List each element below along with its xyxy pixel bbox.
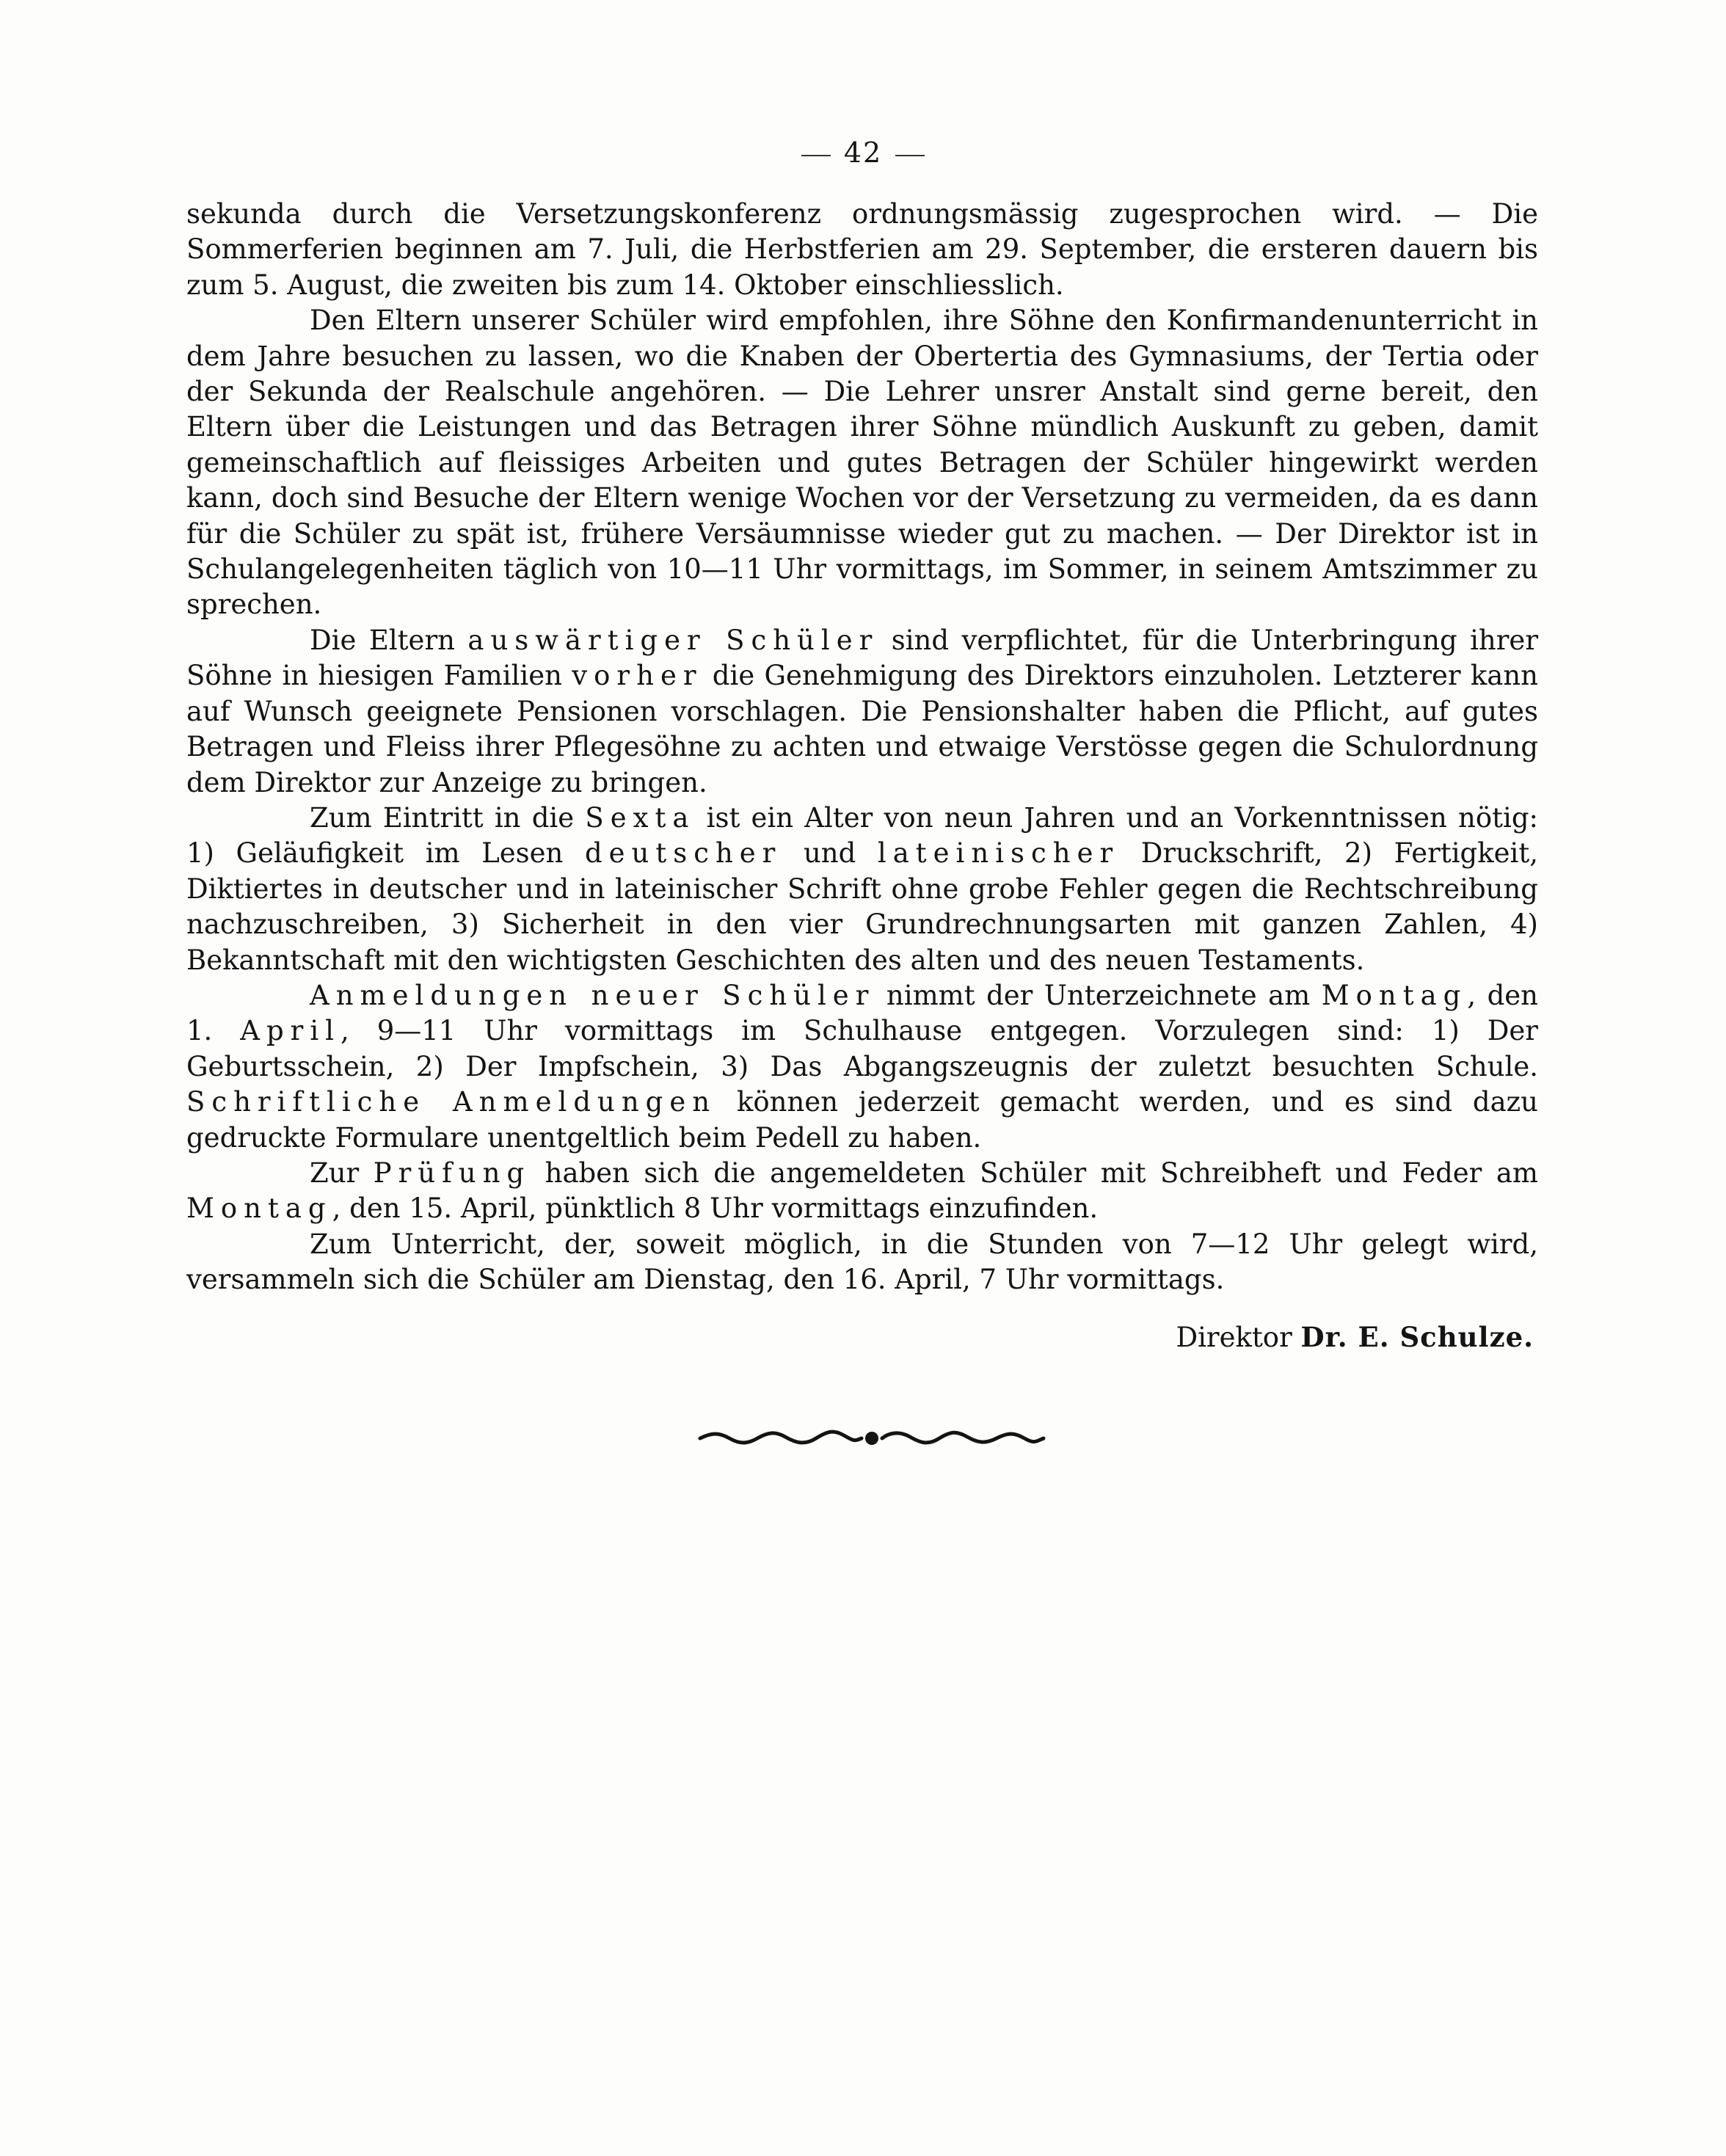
spaced-emphasis-text: deutscher [584, 837, 782, 870]
spaced-emphasis-text: auswärtiger Schüler [467, 624, 879, 656]
paragraph-text: sekunda durch die Versetzungskonferenz ordnungsmässig zugesprochen wird. — Die Sommerferien beginnen am 7. Juli, die Herbstferien am 29. September, die ersteren dauern bis zum 5. August, die zweiten bis zum 14. Oktober einschliesslich. [186, 198, 1538, 301]
paragraph-text: haben sich die angemeldeten Schüler mit Schreibheft und Feder am [531, 1157, 1538, 1189]
spaced-emphasis-text: Prüfung [373, 1157, 531, 1189]
paragraph-text: Den Eltern unserer Schüler wird empfohlen, ihre Söhne den Konfirmandenunterricht in dem Jahre besuchen zu lassen, wo die Knaben der Obertertia des Gymnasiums, der Tertia oder der Sekunda der Realschule angehören. — Die Lehrer unsrer Anstalt sind gerne bereit, den Eltern über die Leistungen und das Betragen ihrer Söhne mündlich Auskunft zu geben, damit gemeinschaftlich auf fleissiges Arbeiten und gutes Betragen der Schüler hingewirkt werden kann, doch sind Besuche der Eltern wenige Wochen vor der Versetzung zu vermeiden, da es dann für die Schüler zu spät ist, frühere Versäumnisse wieder gut zu machen. — Der Direktor ist in Schulangelegenheiten täglich von 10—11 Uhr vormittags, im Sommer, in seinem Amtszimmer zu sprechen. [186, 305, 1538, 621]
signature-name: Dr. E. Schulze. [1300, 1321, 1534, 1353]
paragraph-konfirmandenunterricht [186, 303, 1538, 623]
paragraph-text: sind verpflichtet, für die Unterbringung ihrer Söhne in hiesigen Familien [186, 624, 1539, 692]
wavy-rule-ornament-icon [697, 1424, 1046, 1453]
paragraph-text: Zum Eintritt in die [310, 801, 586, 834]
paragraph-pruefung [186, 1156, 1538, 1227]
paragraph-text: und [782, 837, 878, 870]
paragraph-text: Die Eltern [310, 624, 468, 656]
paragraph-text: können jederzeit gemacht werden, und es sind dazu gedruckte Formulare unentgeltlich beim Pedell zu haben. [186, 1086, 1539, 1154]
paragraph-anmeldungen [186, 978, 1538, 1156]
spaced-emphasis-text: Schriftliche Anmeldungen [186, 1086, 717, 1118]
signature [1176, 1321, 1534, 1353]
paragraph-auswaertige-schueler [186, 623, 1538, 801]
spaced-emphasis-text: lateinischer [877, 837, 1120, 870]
paragraph-text: ist ein Alter von neun Jahren und an Vorkenntnissen nötig: 1) Geläufigkeit im Lesen [186, 801, 1538, 870]
paragraph-text: Druckschrift, 2) Fertigkeit, Diktiertes in deutscher und in lateinischer Schrift ohne grobe Fehler gegen die Rechtschreibung nachzuschreiben, 3) Sicherheit in den vier Grundrechnungsarten mit ganzen Zahlen, 4) Bekanntschaft mit den wichtigsten Geschichten des alten und des neuen Testaments. [186, 837, 1538, 976]
paragraph-text: Zum Unterricht, der, soweit möglich, in die Stunden von 7—12 Uhr gelegt wird, versammeln sich die Schüler am Dienstag, den 16. April, 7 Uhr vormittags. [186, 1228, 1538, 1296]
body-text [186, 197, 1538, 1298]
signature-title: Direktor [1176, 1322, 1292, 1353]
paragraph-text: , 9—11 Uhr vormittags im Schulhause entgegen. Vorzulegen sind: 1) Der Geburtsschein, 2) Der Impfschein, 3) Das Abgangszeugnis der zuletzt besuchten Schule. [186, 1015, 1538, 1082]
spaced-emphasis-text: Montag [1321, 979, 1468, 1011]
page-number-text: 42 [843, 136, 883, 169]
page-number-dash-left [801, 155, 831, 156]
spaced-emphasis-text: Sexta [585, 801, 696, 834]
paragraph-text: nimmt der Unterzeichnete am [875, 979, 1322, 1011]
paragraph-text: die Genehmigung des Direktors einzuholen. Letzterer kann auf Wunsch geeignete Pensionen vorschlagen. Die Pensionshalter haben die Pflicht, auf gutes Betragen und Fleiss ihrer Pflegesöhne zu achten und etwaige Verstösse gegen die Schulordnung dem Direktor zur Anzeige zu bringen. [186, 660, 1538, 798]
spaced-emphasis-text: April [240, 1015, 341, 1047]
paragraph-unterricht [186, 1227, 1538, 1298]
page-number [0, 136, 1726, 169]
spaced-emphasis-text: Montag [186, 1192, 332, 1225]
spaced-emphasis-text: vorher [572, 660, 703, 692]
spaced-emphasis-text: Anmeldungen neuer Schüler [310, 979, 875, 1011]
paragraph-text: , den 1. [186, 979, 1539, 1047]
paragraph-eintritt-sexta [186, 801, 1538, 978]
paragraph-sommerferien [186, 197, 1538, 303]
paragraph-text: , den 15. April, pünktlich 8 Uhr vormittags einzufinden. [332, 1192, 1099, 1225]
page-number-dash-right [895, 155, 925, 156]
paragraph-text: Zur [310, 1157, 374, 1189]
